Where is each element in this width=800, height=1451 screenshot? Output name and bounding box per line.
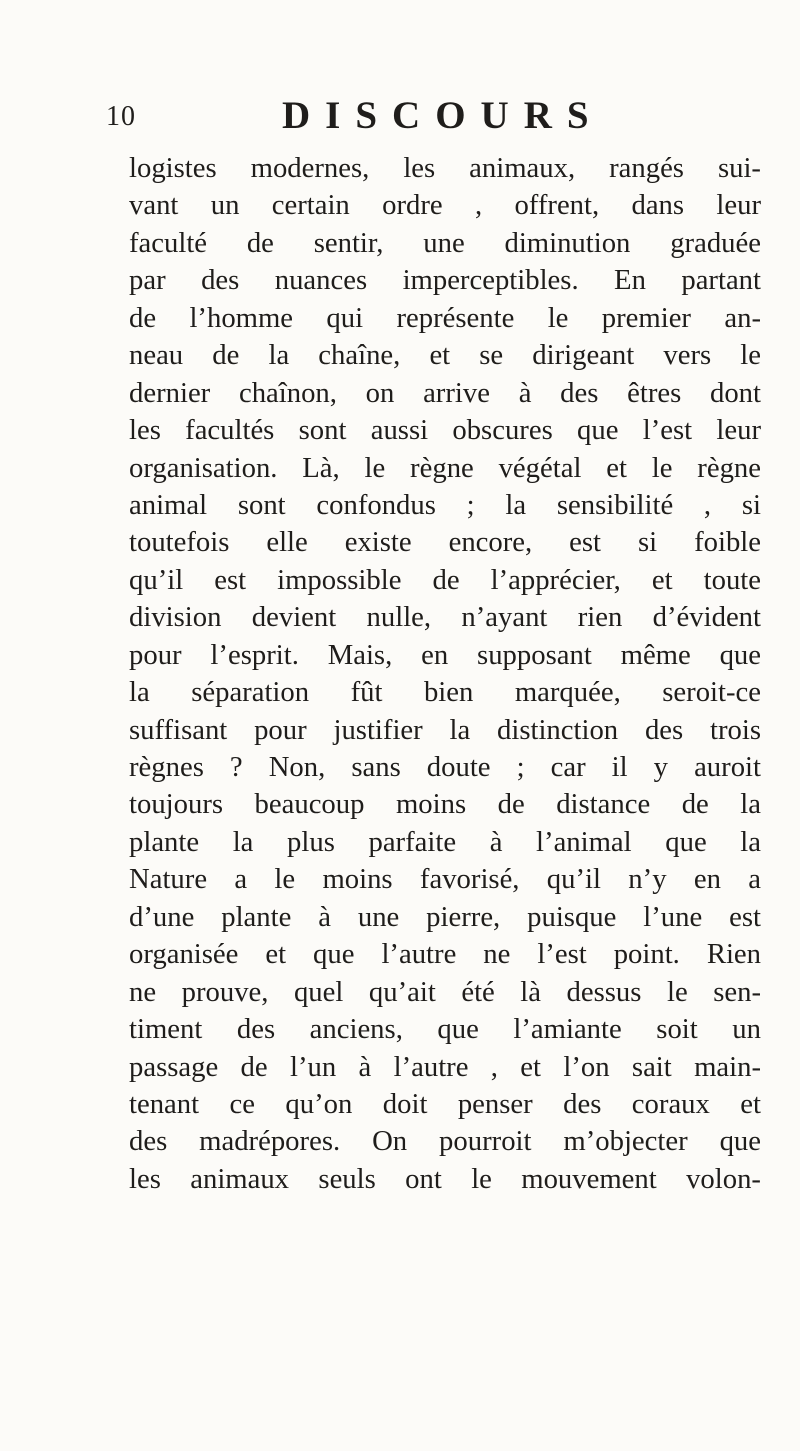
text-line-20: Nature a le moins favorisé, qu’il n’y en a (129, 863, 761, 896)
text-line-7: dernier chaînon, on arrive à des êtres dont (129, 376, 761, 409)
text-line-12: qu’il est impossible de l’apprécier, et toute (129, 563, 761, 596)
text-line-8: les facultés sont aussi obscures que l’est leur (129, 414, 761, 447)
text-line-23: ne prouve, quel qu’ait été là dessus le sen- (129, 975, 761, 1008)
text-line-5: de l’homme qui représente le premier an- (129, 301, 761, 334)
text-line-11: toutefois elle existe encore, est si foible (129, 526, 761, 559)
text-line-26: tenant ce qu’on doit penser des coraux et (129, 1087, 761, 1120)
text-line-27: des madrépores. On pourroit m’objecter que (129, 1125, 761, 1158)
page-header (106, 93, 626, 143)
text-line-14: pour l’esprit. Mais, en supposant même que (129, 638, 761, 671)
text-line-1: logistes modernes, les animaux, rangés sui- (129, 152, 761, 184)
text-line-2: vant un certain ordre , offrent, dans leur (129, 189, 761, 222)
body-text (129, 150, 761, 1198)
text-line-3: faculté de sentir, une diminution graduée (129, 226, 761, 259)
text-line-28: les animaux seuls ont le mouvement volon- (129, 1162, 761, 1195)
text-line-4: par des nuances imperceptibles. En partant (129, 264, 761, 297)
text-line-10: animal sont confondus ; la sensibilité , si (129, 488, 761, 521)
text-line-9: organisation. Là, le règne végétal et le règne (129, 451, 761, 484)
text-line-21: d’une plante à une pierre, puisque l’une est (129, 900, 761, 933)
text-line-19: plante la plus parfaite à l’animal que la (129, 825, 761, 858)
text-line-18: toujours beaucoup moins de distance de la (129, 788, 761, 821)
text-line-25: passage de l’un à l’autre , et l’on sait main- (129, 1050, 761, 1083)
text-line-22: organisée et que l’autre ne l’est point. Rien (129, 938, 761, 971)
text-line-16: suffisant pour justifier la distinction des trois (129, 713, 761, 746)
running-title: DISCOURS (282, 94, 604, 137)
page-number: 10 (106, 101, 136, 132)
text-line-6: neau de la chaîne, et se dirigeant vers le (129, 339, 761, 372)
text-line-13: division devient nulle, n’ayant rien d’évident (129, 601, 761, 634)
text-line-17: règnes ? Non, sans doute ; car il y auroit (129, 751, 761, 783)
text-line-24: timent des anciens, que l’amiante soit un (129, 1013, 761, 1046)
text-line-15: la séparation fût bien marquée, seroit-ce (129, 676, 761, 709)
